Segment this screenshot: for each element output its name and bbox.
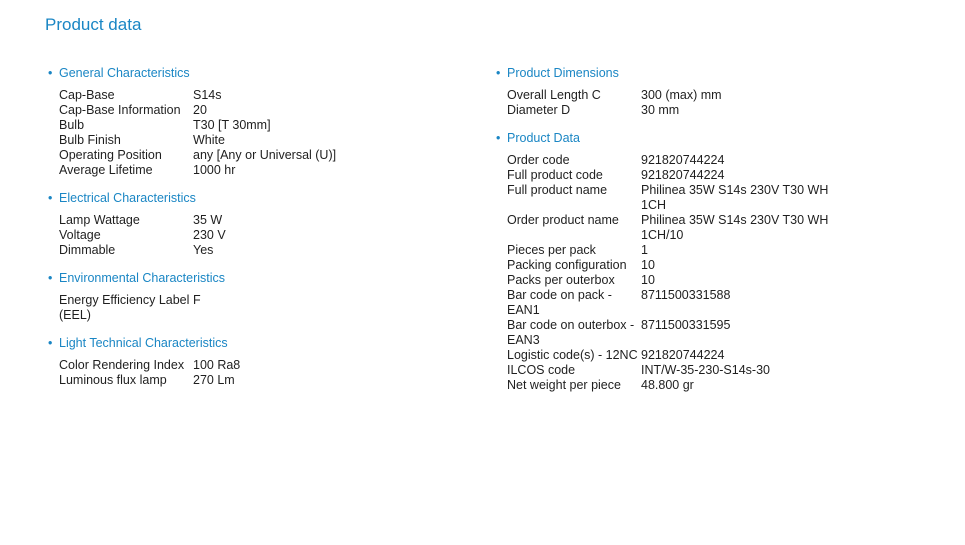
spec-value: 921820744224 bbox=[641, 168, 725, 182]
section-product-data bbox=[496, 131, 936, 393]
spec-rows bbox=[48, 358, 468, 388]
spec-label: Cap-Base Information bbox=[59, 103, 181, 117]
spec-row bbox=[507, 213, 936, 243]
spec-row bbox=[507, 363, 936, 378]
spec-value: 270 Lm bbox=[193, 373, 235, 387]
spec-label: Packs per outerbox bbox=[507, 273, 615, 287]
spec-value: 8711500331588 bbox=[641, 288, 731, 302]
section-title bbox=[496, 131, 936, 146]
section-title bbox=[496, 66, 936, 81]
spec-row bbox=[59, 133, 468, 148]
spec-label: Packing configuration bbox=[507, 258, 627, 272]
spec-label: ILCOS code bbox=[507, 363, 576, 377]
spec-value: F bbox=[193, 293, 201, 307]
spec-row bbox=[59, 373, 468, 388]
section-title bbox=[48, 191, 468, 206]
spec-value: White bbox=[193, 133, 225, 147]
spec-label: Bar code on outerbox - EAN3 bbox=[507, 318, 635, 347]
spec-row bbox=[59, 243, 468, 258]
spec-row bbox=[59, 148, 468, 163]
section-product-dimensions bbox=[496, 66, 936, 118]
bullet-icon: • bbox=[48, 191, 53, 205]
spec-label: Color Rendering Index bbox=[59, 358, 185, 372]
spec-row bbox=[507, 378, 936, 393]
spec-value: 35 W bbox=[193, 213, 223, 227]
bullet-icon: • bbox=[48, 66, 53, 80]
spec-value: 230 V bbox=[193, 228, 226, 242]
spec-label: Overall Length C bbox=[507, 88, 601, 102]
spec-label: Bulb Finish bbox=[59, 133, 121, 147]
spec-row bbox=[507, 88, 936, 103]
spec-row bbox=[59, 88, 468, 103]
spec-label: Voltage bbox=[59, 228, 101, 242]
section-environmental-characteristics bbox=[48, 271, 468, 323]
spec-label: Cap-Base bbox=[59, 88, 115, 102]
spec-value: INT/W-35-230-S14s-30 bbox=[641, 363, 770, 377]
section-title-text: General Characteristics bbox=[59, 66, 190, 80]
spec-row bbox=[507, 348, 936, 363]
spec-label: Average Lifetime bbox=[59, 163, 153, 177]
spec-row bbox=[507, 103, 936, 118]
spec-value: 1000 hr bbox=[193, 163, 236, 177]
page-title: Product data bbox=[45, 15, 142, 34]
spec-value: T30 [T 30mm] bbox=[193, 118, 271, 132]
spec-value: 100 Ra8 bbox=[193, 358, 241, 372]
spec-row bbox=[507, 153, 936, 168]
spec-row bbox=[59, 358, 468, 373]
bullet-icon: • bbox=[496, 66, 501, 80]
spec-row bbox=[59, 228, 468, 243]
spec-value: Philinea 35W S14s 230V T30 WH 1CH bbox=[641, 183, 829, 212]
spec-label: Net weight per piece bbox=[507, 378, 621, 392]
spec-row bbox=[507, 318, 936, 348]
section-title-text: Product Data bbox=[507, 131, 580, 145]
section-title-text: Light Technical Characteristics bbox=[59, 336, 228, 350]
spec-label: Logistic code(s) - 12NC bbox=[507, 348, 638, 362]
spec-label: Luminous flux lamp bbox=[59, 373, 167, 387]
spec-row bbox=[59, 163, 468, 178]
spec-rows bbox=[496, 88, 936, 118]
spec-row bbox=[507, 183, 936, 213]
spec-row bbox=[507, 258, 936, 273]
spec-rows bbox=[48, 213, 468, 258]
spec-value: 10 bbox=[641, 273, 655, 287]
spec-label: Order product name bbox=[507, 213, 619, 227]
spec-value: 1 bbox=[641, 243, 648, 257]
spec-row bbox=[507, 168, 936, 183]
spec-value: S14s bbox=[193, 88, 222, 102]
spec-label: Full product name bbox=[507, 183, 608, 197]
spec-value: 10 bbox=[641, 258, 655, 272]
section-title bbox=[48, 271, 468, 286]
spec-label: Pieces per pack bbox=[507, 243, 596, 257]
bullet-icon: • bbox=[48, 336, 53, 350]
spec-label: Bulb bbox=[59, 118, 85, 132]
spec-row bbox=[507, 273, 936, 288]
spec-value: 921820744224 bbox=[641, 153, 725, 167]
section-title-text: Product Dimensions bbox=[507, 66, 619, 80]
spec-value: 30 mm bbox=[641, 103, 680, 117]
left-column bbox=[48, 66, 468, 401]
spec-value: Philinea 35W S14s 230V T30 WH 1CH/10 bbox=[641, 213, 829, 242]
spec-label: Full product code bbox=[507, 168, 603, 182]
section-title-text: Electrical Characteristics bbox=[59, 191, 196, 205]
spec-label: Energy Efficiency Label (EEL) bbox=[59, 293, 190, 322]
spec-value: any [Any or Universal (U)] bbox=[193, 148, 337, 162]
spec-rows bbox=[48, 88, 468, 178]
section-title bbox=[48, 66, 468, 81]
spec-value: 8711500331595 bbox=[641, 318, 731, 332]
spec-row bbox=[59, 103, 468, 118]
spec-rows bbox=[496, 153, 936, 393]
spec-label: Dimmable bbox=[59, 243, 116, 257]
spec-label: Lamp Wattage bbox=[59, 213, 140, 227]
spec-value: Yes bbox=[193, 243, 214, 257]
spec-label: Operating Position bbox=[59, 148, 162, 162]
section-electrical-characteristics bbox=[48, 191, 468, 258]
bullet-icon: • bbox=[48, 271, 53, 285]
spec-row bbox=[59, 118, 468, 133]
spec-row bbox=[507, 288, 936, 318]
spec-label: Diameter D bbox=[507, 103, 571, 117]
spec-value: 300 (max) mm bbox=[641, 88, 722, 102]
right-column bbox=[496, 66, 936, 406]
spec-label: Bar code on pack - EAN1 bbox=[507, 288, 612, 317]
section-title-text: Environmental Characteristics bbox=[59, 271, 226, 285]
bullet-icon: • bbox=[496, 131, 501, 145]
spec-value: 20 bbox=[193, 103, 207, 117]
spec-row bbox=[59, 213, 468, 228]
section-general-characteristics bbox=[48, 66, 468, 178]
spec-row bbox=[507, 243, 936, 258]
spec-value: 921820744224 bbox=[641, 348, 725, 362]
spec-label: Order code bbox=[507, 153, 570, 167]
spec-rows bbox=[48, 293, 468, 323]
spec-row bbox=[59, 293, 468, 323]
spec-value: 48.800 gr bbox=[641, 378, 694, 392]
section-title bbox=[48, 336, 468, 351]
section-light-technical-characteristics bbox=[48, 336, 468, 388]
